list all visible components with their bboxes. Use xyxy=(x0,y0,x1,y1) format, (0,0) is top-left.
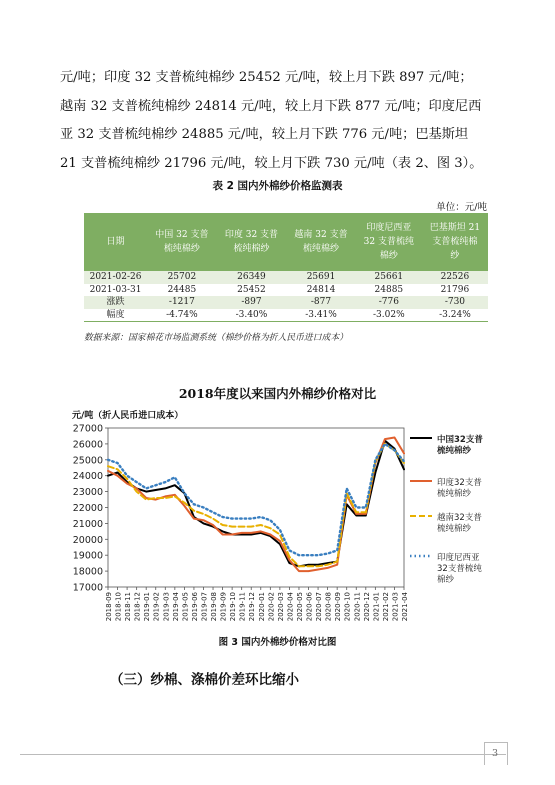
legend-label: 中国32支普 xyxy=(437,435,483,445)
header-indonesia: 印度尼西亚 32 支普梳纯 棉纱 xyxy=(356,213,422,271)
y-tick-label: 21000 xyxy=(72,518,103,530)
legend-label: 棉纱 xyxy=(437,575,455,585)
chart-y-unit: 元/吨（折人民币进口成本） xyxy=(72,411,184,421)
x-tick-label: 2021-04 xyxy=(401,592,409,622)
y-tick-label: 22000 xyxy=(72,503,103,514)
x-tick-label: 2019-08 xyxy=(210,592,219,622)
x-tick-label: 2019-11 xyxy=(238,592,247,622)
y-tick-label: 25000 xyxy=(72,455,103,467)
series-line-1 xyxy=(108,438,404,572)
y-tick-label: 23000 xyxy=(72,487,103,499)
legend-label: 梳纯棉纱 xyxy=(437,489,472,499)
x-tick-label: 2020-08 xyxy=(324,592,333,622)
table-cell: -3.41% xyxy=(286,309,356,322)
x-tick-label: 2020-02 xyxy=(267,592,276,622)
y-tick-label: 27000 xyxy=(72,423,103,435)
header-vietnam: 越南 32 支普 梳纯棉纱 xyxy=(286,213,356,271)
header-pakistan: 巴基斯坦 21 支普梳纯棉 纱 xyxy=(422,213,488,271)
table-cell: -3.02% xyxy=(356,309,422,322)
y-tick-label: 20000 xyxy=(72,534,103,546)
paragraph-line: 越南 32 支普梳纯棉纱 24814 元/吨，较上月下跌 877 元/吨；印度尼西 xyxy=(60,98,482,114)
table-unit: 单位：元/吨 xyxy=(436,202,487,213)
paragraph-line: 亚 32 支普梳纯棉纱 24885 元/吨，较上月下跌 776 元/吨；巴基斯坦 xyxy=(60,127,469,142)
x-tick-label: 2019-01 xyxy=(143,592,152,622)
table-cell: 2021-03-31 xyxy=(84,284,147,297)
legend-label: 梳纯棉纱 xyxy=(437,524,472,534)
table-cell: 24885 xyxy=(356,284,422,297)
x-tick-label: 2019-09 xyxy=(219,592,228,622)
x-tick-label: 2018-12 xyxy=(133,592,142,622)
y-tick-label: 17000 xyxy=(72,582,103,594)
x-tick-label: 2021-02 xyxy=(381,592,390,622)
x-tick-label: 2019-12 xyxy=(248,592,257,622)
x-tick-label: 2020-07 xyxy=(315,592,324,622)
x-tick-label: 2019-07 xyxy=(200,592,209,622)
table-cell: 22526 xyxy=(422,271,488,284)
legend-label: 32支普梳纯 xyxy=(437,564,482,574)
x-tick-label: 2020-11 xyxy=(353,592,362,622)
x-tick-label: 2020-12 xyxy=(362,592,371,622)
x-tick-label: 2021-03 xyxy=(391,592,400,622)
y-tick-label: 26000 xyxy=(72,439,103,451)
y-tick-label: 18000 xyxy=(72,566,103,578)
x-tick-label: 2019-10 xyxy=(229,592,238,622)
x-tick-label: 2020-09 xyxy=(334,592,343,622)
x-tick-label: 2020-04 xyxy=(286,592,295,622)
chart-title: 2018年度以来国内外棉纱价格对比 xyxy=(178,386,377,401)
table-cell: 26349 xyxy=(217,271,287,284)
header-china: 中国 32 支普 梳纯棉纱 xyxy=(147,213,217,271)
table-cell: 2021-02-26 xyxy=(84,271,147,284)
y-tick-label: 19000 xyxy=(72,550,103,562)
table-cell: 24814 xyxy=(286,284,356,297)
x-tick-label: 2019-04 xyxy=(171,592,180,622)
x-tick-label: 2020-01 xyxy=(257,592,266,622)
series-line-2 xyxy=(108,444,404,566)
x-tick-label: 2018-11 xyxy=(124,592,133,622)
header-date: 日期 xyxy=(84,213,147,271)
x-tick-label: 2019-02 xyxy=(152,592,161,622)
table-cell: -3.24% xyxy=(422,309,488,322)
x-tick-label: 2019-05 xyxy=(181,592,190,622)
section-heading: （三）纱棉、涤棉价差环比缩小 xyxy=(110,672,299,688)
figure-caption: 图 3 国内外棉纱价格对比图 xyxy=(218,637,337,648)
paragraph-line: 元/吨；印度 32 支普梳纯棉纱 25452 元/吨，较上月下跌 897 元/吨； xyxy=(60,70,473,85)
x-tick-label: 2020-03 xyxy=(276,592,285,622)
table-cell: -897 xyxy=(217,296,287,309)
legend-label: 印度尼西亚 xyxy=(437,553,480,563)
x-tick-label: 2019-03 xyxy=(162,592,171,622)
table-cell: -877 xyxy=(286,296,356,309)
legend-label: 梳纯棉纱 xyxy=(437,446,472,456)
table-cell: 幅度 xyxy=(84,309,147,322)
table-cell: -3.40% xyxy=(217,309,287,322)
table-cell: -776 xyxy=(356,296,422,309)
header-india: 印度 32 支普 梳纯棉纱 xyxy=(217,213,287,271)
paragraph-line: 21 支普梳纯棉纱 21796 元/吨，较上月下跌 730 元/吨（表 2、图 3）。 xyxy=(60,155,483,171)
table-cell: 24485 xyxy=(147,284,217,297)
x-tick-label: 2020-06 xyxy=(305,592,314,622)
x-tick-label: 2018-10 xyxy=(114,592,123,622)
legend-label: 印度32支普 xyxy=(437,478,482,488)
table-cell: 21796 xyxy=(422,284,488,297)
x-tick-label: 2020-10 xyxy=(343,592,352,622)
table-cell: 25691 xyxy=(286,271,356,284)
table-source: 数据来源：国家棉花市场监测系统（棉纱价格为折人民币进口成本） xyxy=(84,333,348,343)
legend-label: 越南32支普 xyxy=(437,513,482,523)
footer-divider xyxy=(20,754,506,755)
table-cell: -730 xyxy=(422,296,488,309)
table-title: 表 2 国内外棉纱价格监测表 xyxy=(212,180,343,192)
y-tick-label: 24000 xyxy=(72,471,103,483)
table-cell: -1217 xyxy=(147,296,217,309)
x-tick-label: 2021-01 xyxy=(372,592,381,622)
x-tick-label: 2018-09 xyxy=(105,592,113,622)
table-cell: 25661 xyxy=(356,271,422,284)
x-tick-label: 2019-06 xyxy=(190,592,199,622)
series-line-0 xyxy=(108,441,404,567)
table-cell: 25452 xyxy=(217,284,287,297)
page-number: 3 xyxy=(491,748,499,759)
table-cell: -4.74% xyxy=(147,309,217,322)
table-cell: 涨跌 xyxy=(84,296,147,309)
x-tick-label: 2020-05 xyxy=(295,592,304,622)
table-cell: 25702 xyxy=(147,271,217,284)
